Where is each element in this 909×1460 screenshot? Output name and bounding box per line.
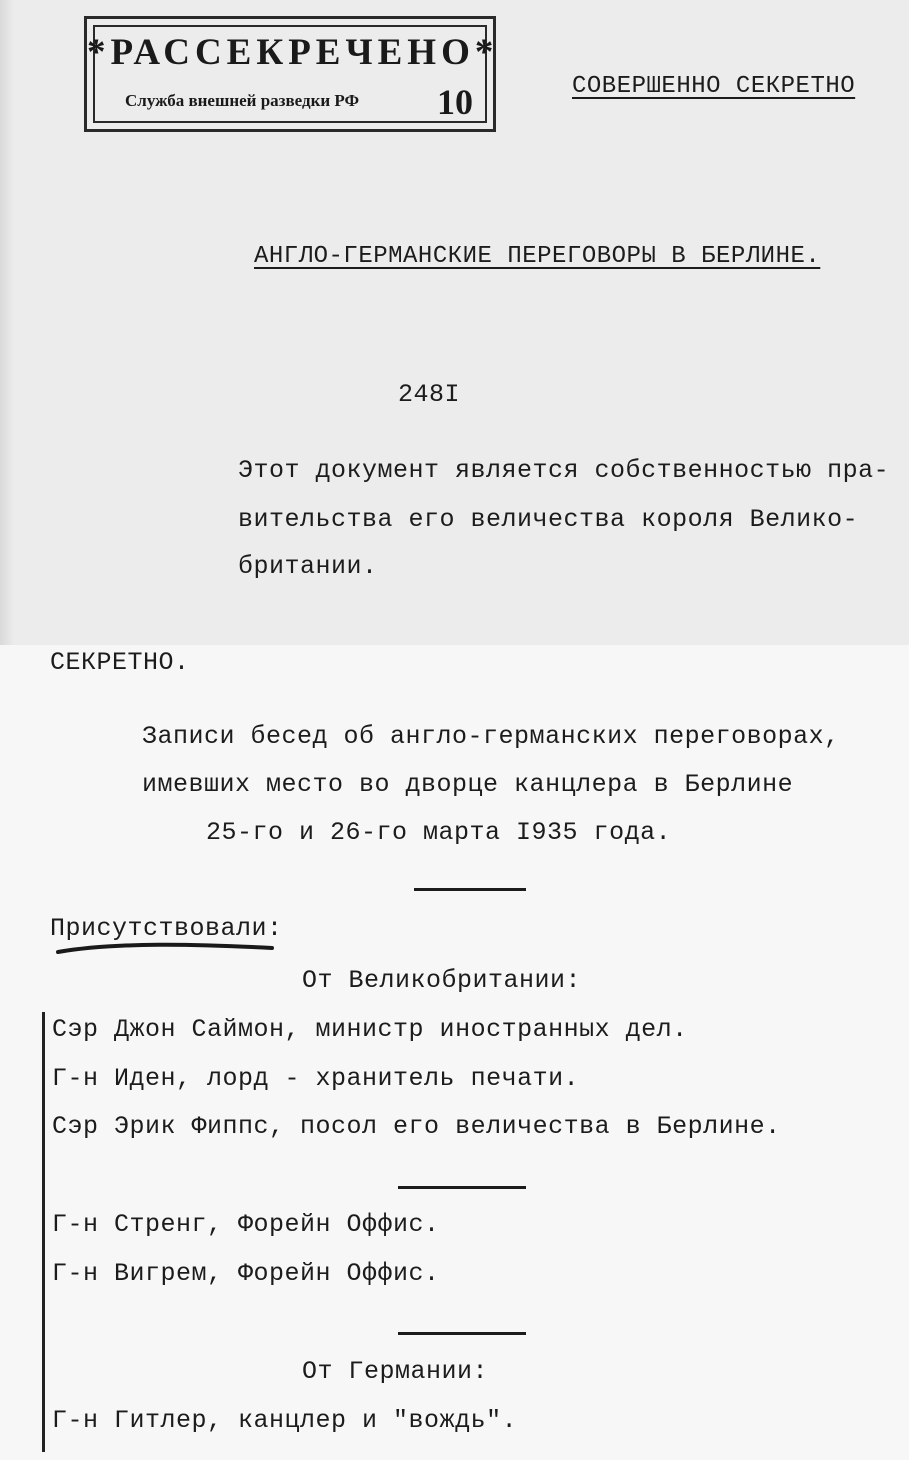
classification-top-secret: СОВЕРШЕННО СЕКРЕТНО [572, 73, 856, 100]
intro-line-1: Записи бесед об англо-германских переговорах, [142, 722, 840, 751]
present-label: Присутствовали: [50, 914, 283, 943]
stamp-title: *РАССЕКРЕЧЕНО* [87, 32, 499, 73]
gb-staff-2: Г-н Вигрем, Форейн Оффис. [52, 1259, 440, 1288]
section-divider-1 [414, 888, 526, 891]
property-notice-line-3: британии. [238, 552, 378, 581]
gb-member-1: Сэр Джон Саймон, министр иностранных дел. [52, 1015, 688, 1044]
document-number: 248I [398, 380, 461, 409]
section-divider-2 [398, 1186, 526, 1189]
stamp-organization: Служба внешней разведки РФ [125, 91, 360, 110]
handwritten-underline [56, 938, 276, 960]
page-edge-shadow [0, 0, 14, 645]
great-britain-heading: От Великобритании: [302, 966, 582, 995]
margin-mark [42, 1012, 45, 1452]
germany-member-1: Г-н Гитлер, канцлер и "вождь". [52, 1406, 518, 1435]
intro-line-3: 25-го и 26-го марта I935 года. [206, 818, 672, 847]
property-notice-line-2: вительства его величества короля Велико- [238, 505, 859, 534]
section-divider-3 [398, 1332, 526, 1335]
intro-line-2: имевших место во дворце канцлера в Берлине [142, 770, 794, 799]
gb-staff-1: Г-н Стренг, Форейн Оффис. [52, 1210, 440, 1239]
page-bottom-sheet [0, 645, 909, 1460]
gb-member-3: Сэр Эрик Фиппс, посол его величества в Берлине. [52, 1112, 781, 1141]
gb-member-2: Г-н Иден, лорд - хранитель печати. [52, 1064, 580, 1093]
document-heading: АНГЛО-ГЕРМАНСКИЕ ПЕРЕГОВОРЫ В БЕРЛИНЕ. [254, 243, 821, 270]
classification-secret: СЕКРЕТНО. [50, 648, 190, 677]
declassified-stamp [84, 16, 499, 132]
property-notice-line-1: Этот документ является собственностью пра- [238, 456, 890, 485]
germany-heading: От Германии: [302, 1357, 489, 1386]
stamp-number: 10 [437, 82, 473, 122]
